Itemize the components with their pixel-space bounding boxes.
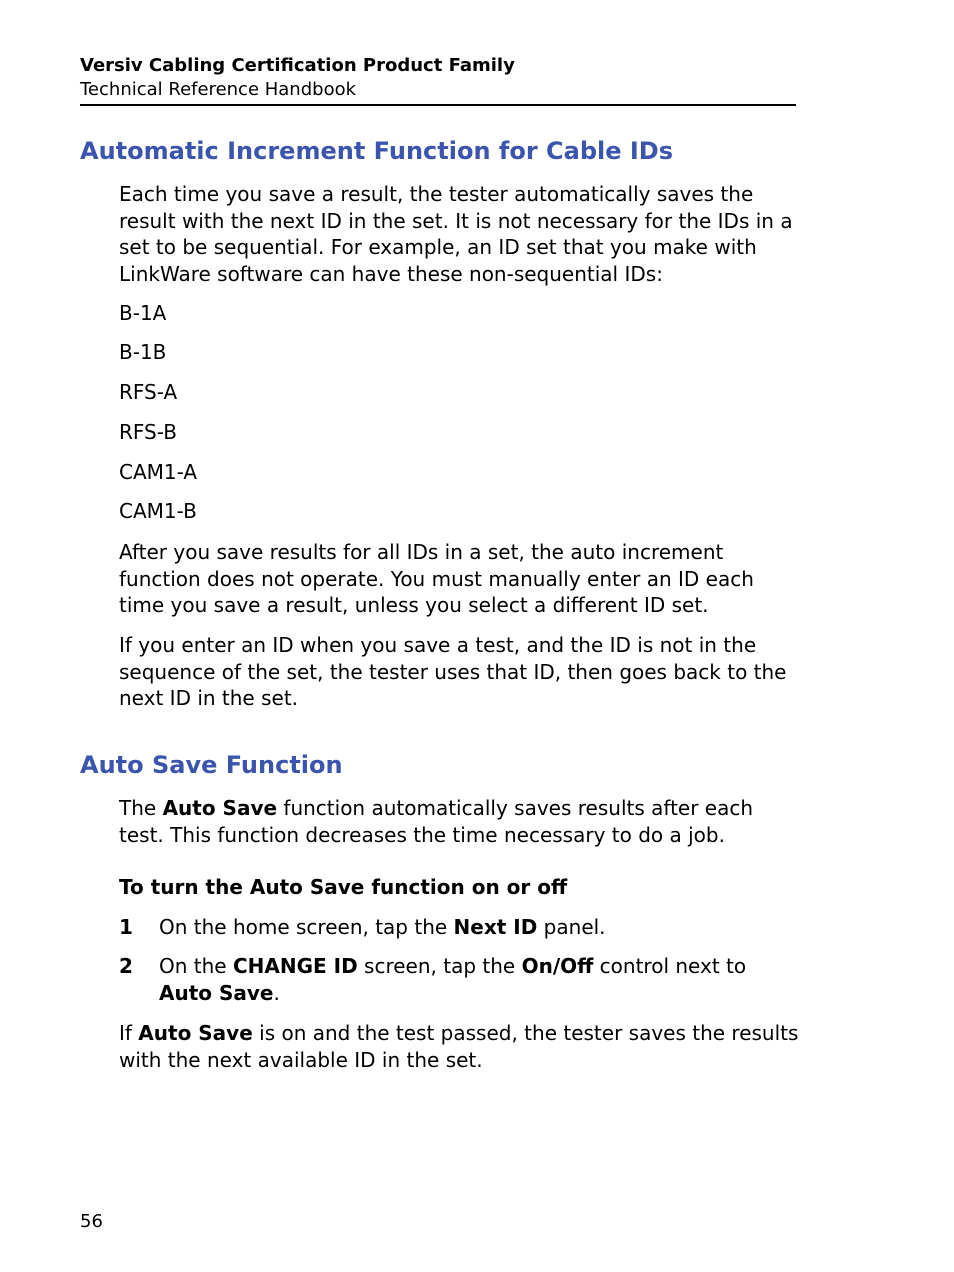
paragraph-auto-increment-intro: Each time you save a result, the tester automatically saves the result with the next ID in the set. It is not necessary for the IDs in a set to be sequential. For example, an ID set that you make with LinkWare software can have these non-sequential IDs: — [119, 182, 793, 286]
step-number: 2 — [119, 954, 133, 978]
cable-id-item: RFS-B — [119, 420, 177, 444]
step-text: On the CHANGE ID screen, tap the On/Off control next to Auto Save. — [159, 954, 747, 1005]
cable-id-item: B-1B — [119, 340, 167, 364]
section-heading-auto-increment: Automatic Increment Function for Cable IDs — [80, 137, 673, 165]
page-number: 56 — [80, 1211, 103, 1232]
paragraph-auto-save-intro: The Auto Save function automatically saves results after each test. This function decreases the time necessary to do a job. — [119, 796, 754, 847]
paragraph-manual-id: If you enter an ID when you save a test, and the ID is not in the sequence of the set, the tester uses that ID, then goes back to the next ID in the set. — [119, 633, 787, 710]
cable-id-item: B-1A — [119, 301, 167, 325]
cable-id-item: RFS-A — [119, 380, 178, 404]
procedure-heading: To turn the Auto Save function on or off — [119, 875, 568, 899]
cable-id-item: CAM1-B — [119, 499, 197, 523]
header-handbook-title: Technical Reference Handbook — [80, 79, 357, 100]
step-text: On the home screen, tap the Next ID panel. — [159, 915, 606, 939]
section-heading-auto-save: Auto Save Function — [80, 751, 343, 779]
header-product-family: Versiv Cabling Certification Product Family — [80, 55, 515, 76]
paragraph-auto-save-closing: If Auto Save is on and the test passed, the tester saves the results with the next available ID in the set. — [119, 1021, 799, 1072]
running-header — [80, 54, 796, 106]
cable-id-item: CAM1-A — [119, 460, 198, 484]
paragraph-auto-increment-after: After you save results for all IDs in a set, the auto increment function does not operate. You must manually enter an ID each time you save a result, unless you select a different ID set. — [119, 540, 754, 617]
step-number: 1 — [119, 915, 133, 939]
